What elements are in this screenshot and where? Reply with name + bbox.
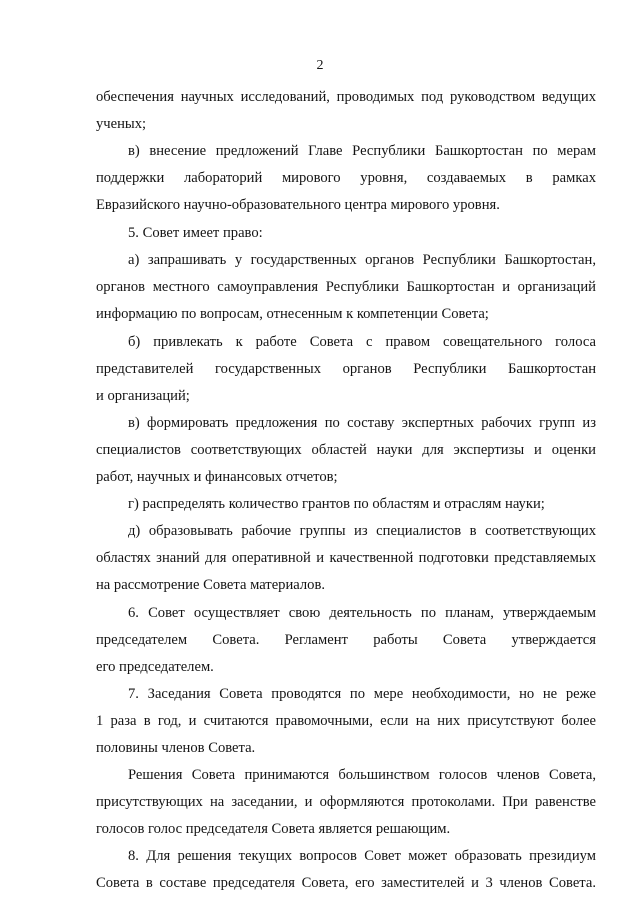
text-line: голосов голос председателя Совета является решающим. [96,821,451,837]
text-line: половины членов Совета. [96,740,256,756]
text-line: председателем Совета. Регламент работы Совета утверждается [96,632,596,648]
text-line: Совета в составе председателя Совета, его заместителей и 3 членов Совета. [96,875,596,891]
text-line: Решения Совета принимаются большинством голосов членов Совета, [128,767,596,783]
text-line: 1 раза в год, и считаются правомочными, если на них присутствуют более [96,713,596,729]
text-line: б) привлекать к работе Совета с правом совещательного голоса [128,334,596,350]
text-line: обеспечения научных исследований, проводимых под руководством ведущих [96,89,596,105]
text-line: Евразийского научно-образовательного центра мирового уровня. [96,197,500,213]
text-line: органов местного самоуправления Республики Башкортостан и организаций [96,279,596,295]
page-number: 2 [316,58,324,73]
text-line: специалистов соответствующих областей науки для экспертизы и оценки [96,442,596,458]
text-line: а) запрашивать у государственных органов Республики Башкортостан, [128,252,596,268]
text-line: поддержки лабораторий мирового уровня, создаваемых в рамках [96,170,596,186]
text-line: 8. Для решения текущих вопросов Совет может образовать президиум [128,848,596,864]
text-line: ученых; [96,116,147,132]
text-line: г) распределять количество грантов по областям и отраслям науки; [128,496,545,512]
text-line: на рассмотрение Совета материалов. [96,577,325,593]
text-line: в) формировать предложения по составу экспертных рабочих групп из [128,415,596,431]
text-line: работ, научных и финансовых отчетов; [96,469,338,485]
text-line: представителей государственных органов Республики Башкортостан [96,361,596,377]
text-line: областях знаний для оперативной и качественной подготовки представляемых [96,550,596,566]
text-line: присутствующих на заседании, и оформляются протоколами. При равенстве [96,794,596,810]
text-line: 5. Совет имеет право: [128,225,263,241]
text-line: 6. Совет осуществляет свою деятельность по планам, утверждаемым [128,605,596,621]
text-line: в) внесение предложений Главе Республики Башкортостан по мерам [128,143,596,159]
text-line: 7. Заседания Совета проводятся по мере необходимости, но не реже [128,686,596,702]
text-line: информацию по вопросам, отнесенным к компетенции Совета; [96,306,489,322]
text-line: и организаций; [96,388,190,404]
text-line: д) образовывать рабочие группы из специалистов в соответствующих [128,523,596,539]
text-line: его председателем. [96,659,214,675]
